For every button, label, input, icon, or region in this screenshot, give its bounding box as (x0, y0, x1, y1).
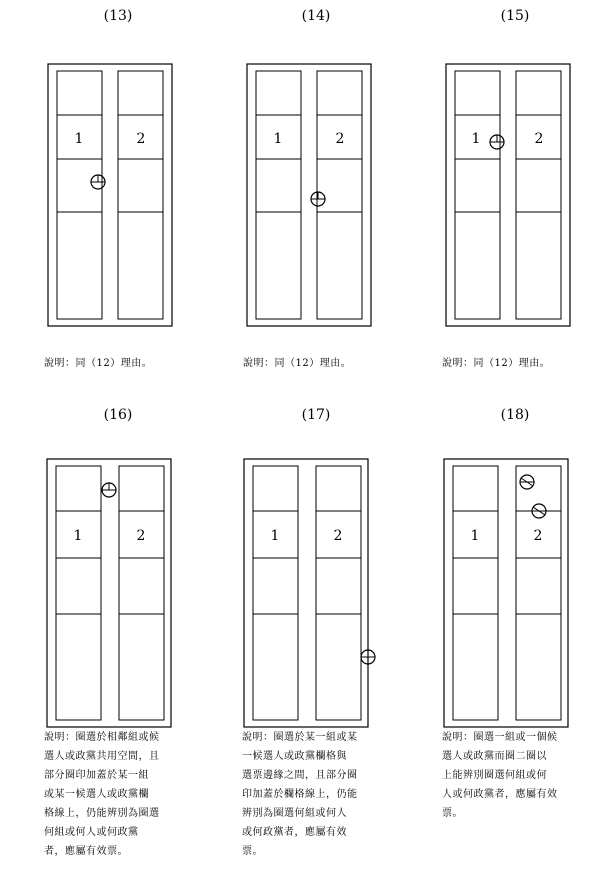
column-1 (57, 71, 102, 319)
candidate-number-1: 1 (270, 528, 280, 544)
ballot-example-14 (198, 0, 398, 390)
candidate-number-1: 1 (73, 528, 83, 544)
ballot-diagram (44, 457, 174, 729)
panel-description: 說明：圈選於某一組或某 一候選人或政黨欄格與 選票邊緣之間，且部分圈 印加蓋於欄格線上，仍能 辨別為圈選何組或何人 或何政黨者，應屬有效 票。 (242, 732, 358, 857)
ballot-example-17 (198, 398, 398, 888)
ballot-diagram (241, 457, 381, 729)
candidate-number-2: 2 (136, 528, 146, 544)
panel-title: (16) (103, 407, 133, 423)
ballot-diagram (443, 62, 573, 328)
panel-title: (14) (301, 8, 331, 24)
ballot-diagram (45, 62, 175, 328)
column-2 (118, 71, 163, 319)
stamp-mark-icon (490, 135, 504, 149)
candidate-number-1: 1 (273, 131, 283, 147)
panel-title: (15) (500, 8, 530, 24)
panel-description: 說明：圈選一組或一個候 選人或政黨而圈二圈以 上能辨別圈選何組或何 人或何政黨者，應屬有效 票。 (442, 732, 558, 819)
panel-title: (18) (500, 407, 530, 423)
candidate-number-1: 1 (471, 131, 481, 147)
candidate-number-2: 2 (136, 131, 146, 147)
ballot-example-15 (397, 0, 597, 390)
stamp-mark-icon (532, 504, 546, 518)
panel-title: (17) (301, 407, 331, 423)
candidate-number-2: 2 (335, 131, 345, 147)
stamp-mark-icon (311, 192, 325, 206)
stamp-mark-icon (520, 475, 534, 489)
candidate-number-2: 2 (333, 528, 343, 544)
candidate-number-1: 1 (74, 131, 84, 147)
candidate-number-2: 2 (534, 131, 544, 147)
ballot-example-18 (397, 398, 597, 888)
ballot-example-16 (0, 398, 200, 888)
candidate-number-2: 2 (533, 528, 543, 544)
panel-title: (13) (103, 8, 133, 24)
panel-description: 說明：同（12）理由。 (442, 358, 551, 369)
panel-description: 說明：同（12）理由。 (44, 358, 153, 369)
panel-description: 說明：同（12）理由。 (243, 358, 352, 369)
ballot-example-13 (0, 0, 200, 390)
stamp-mark-icon (102, 483, 116, 497)
panel-description: 說明：圈選於相鄰組或候 選人或政黨共用空間，且 部分圈印加蓋於某一組 或某一候選人或政黨欄 格線上，仍能辨別為圈選 何組或何人或何政黨 者，應屬有效票。 (44, 732, 160, 857)
stamp-mark-icon (91, 175, 105, 189)
ballot-diagram (441, 457, 571, 729)
ballot-border (48, 64, 172, 326)
candidate-number-1: 1 (470, 528, 480, 544)
ballot-diagram (244, 62, 374, 328)
